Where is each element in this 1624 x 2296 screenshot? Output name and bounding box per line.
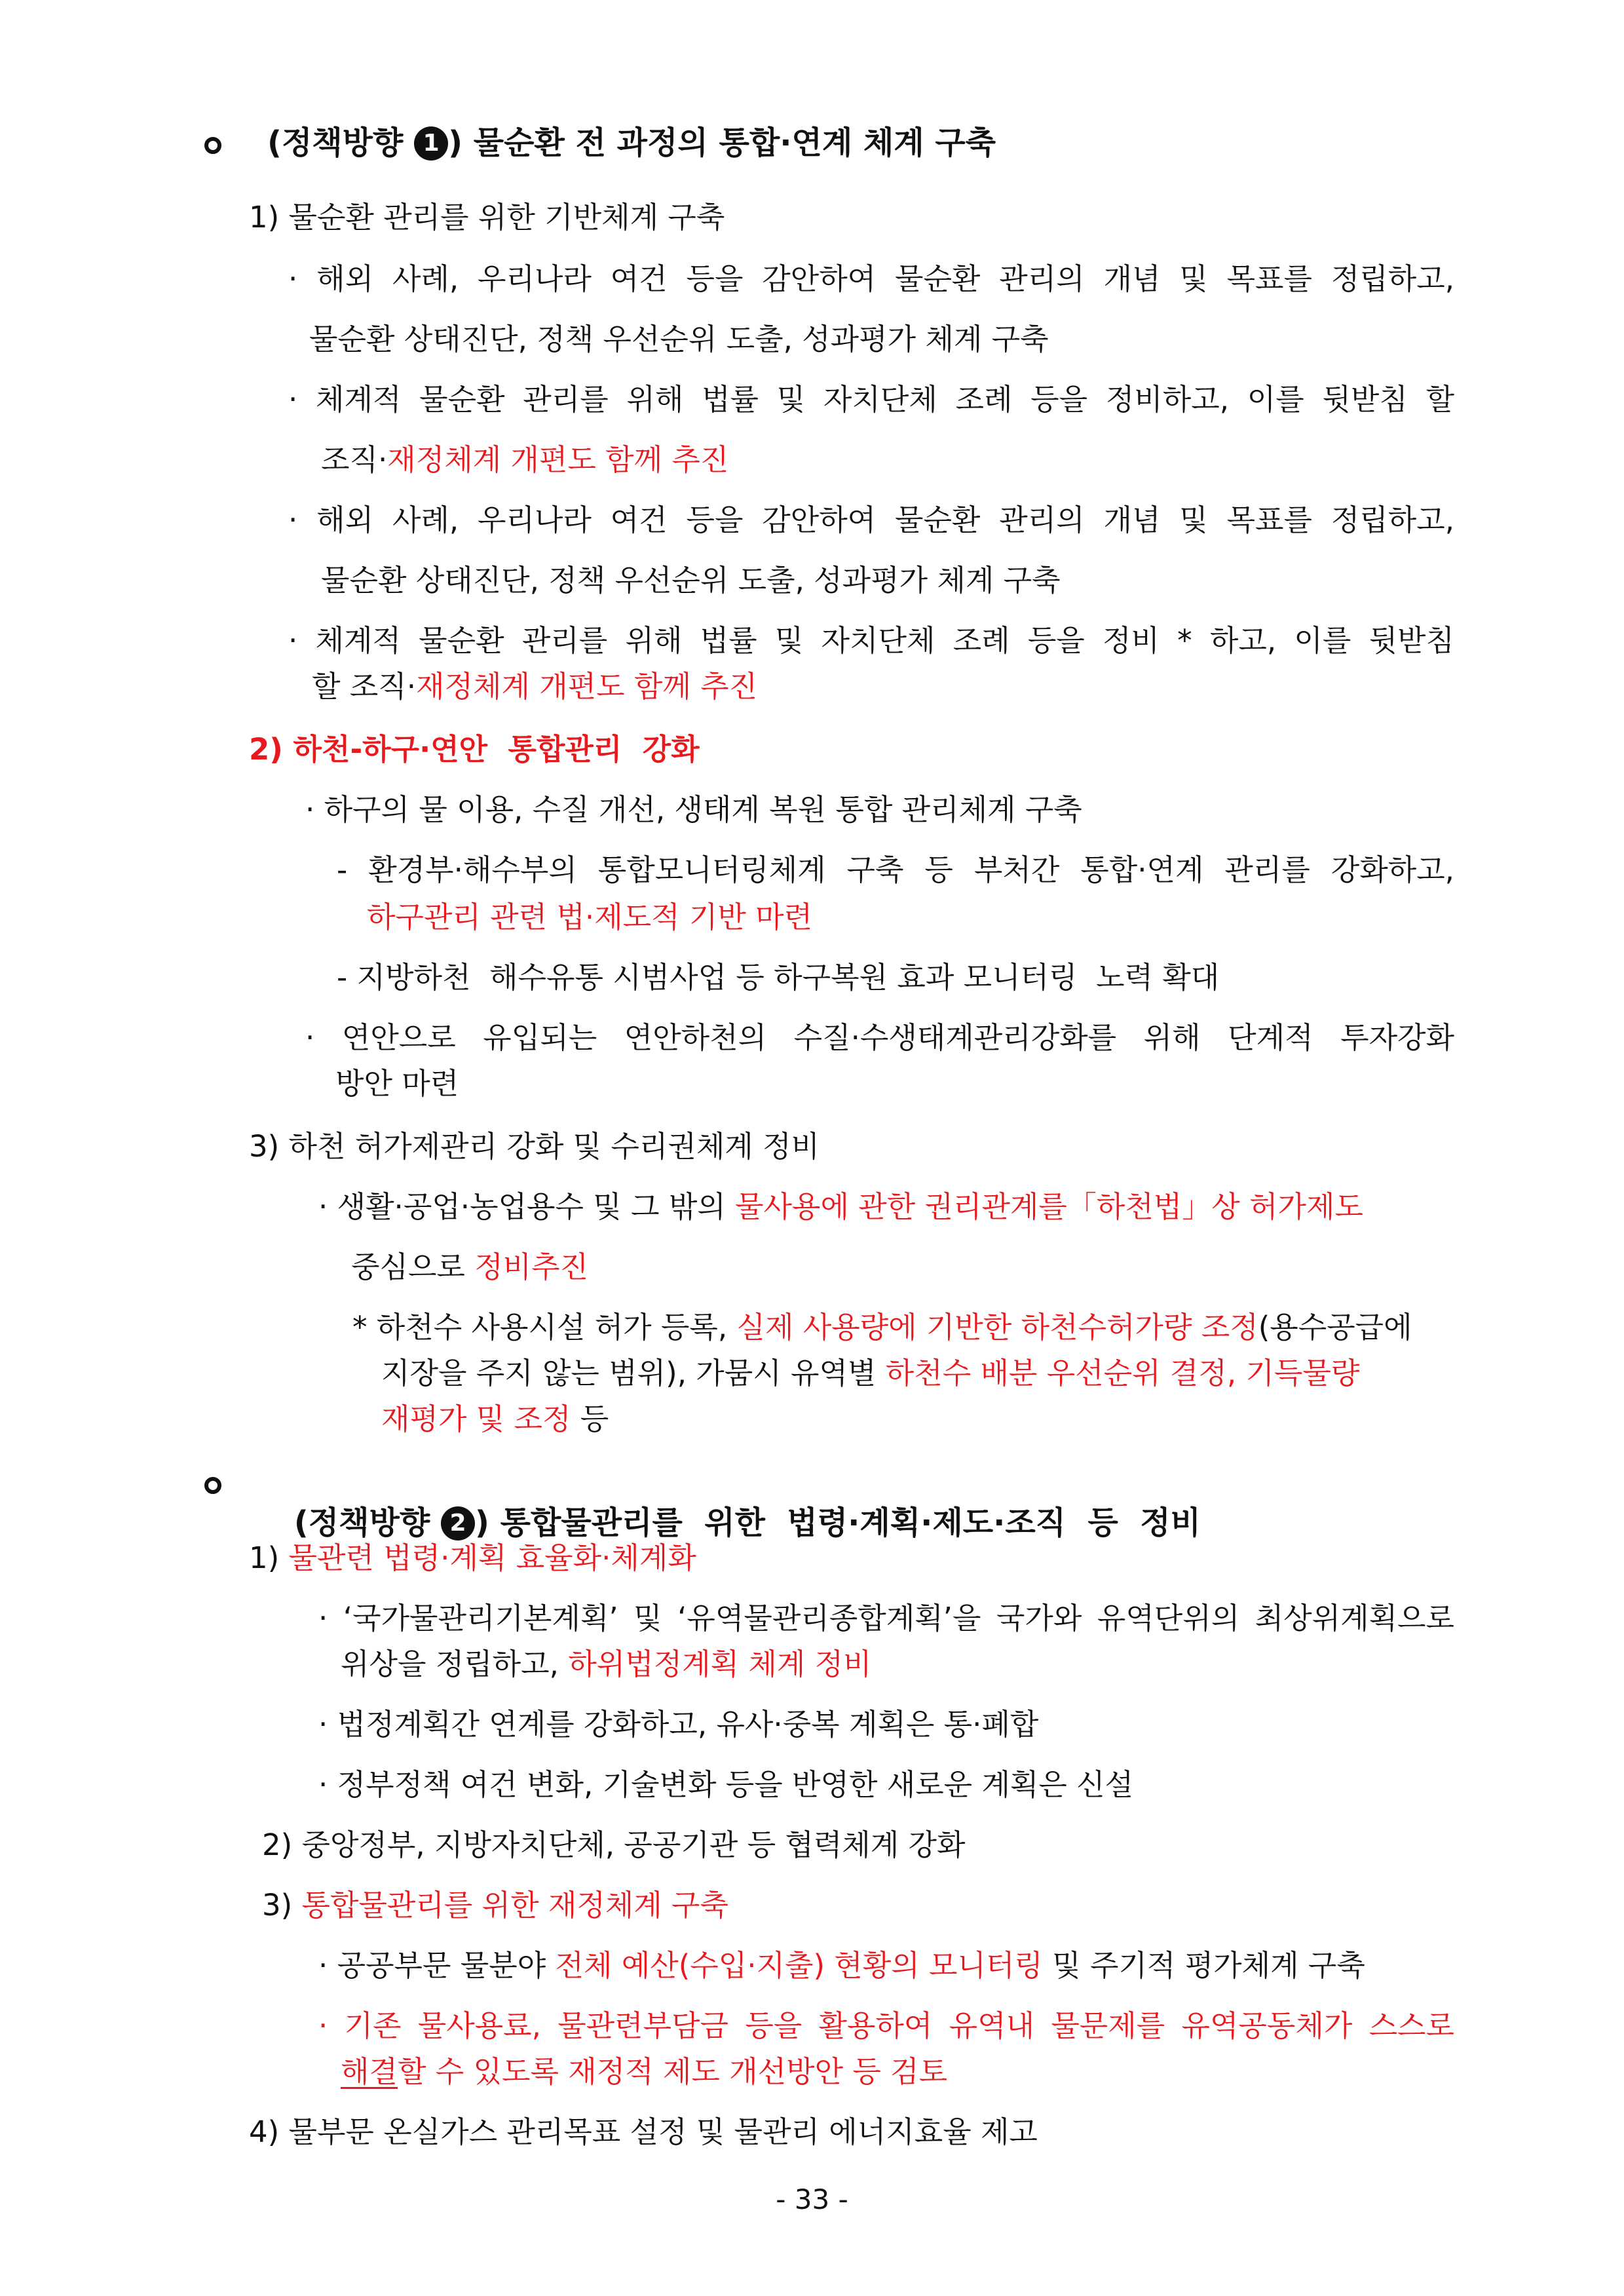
- s1-c1: · 하구의 물 이용, 수질 개선, 생태계 복원 통합 관리체계 구축: [305, 792, 1082, 827]
- s2-f1: · 공공부문 물분야 전체 예산(수입·지출) 현황의 모니터링 및 주기적 평가체계 구축: [318, 1948, 1365, 1983]
- section-bullet-circle-icon: [204, 137, 221, 154]
- s1-item2-title: 2) 하천-하구·연안 통합관리 강화: [249, 732, 700, 767]
- section2-heading-text: ) 통합물관리를 위한 법령·계획·제도·조직 등 정비: [474, 1504, 1201, 1541]
- s2-item3-title: 3) 통합물관리를 위한 재정체계 구축: [262, 1888, 728, 1923]
- s1-d2-highlight1: 실제 사용량에 기반한 하천수허가량 조정: [736, 1310, 1258, 1345]
- s2-e3: · 정부정책 여건 변화, 기술변화 등을 반영한 새로운 계획은 신설: [318, 1767, 1134, 1802]
- section2-badge: 2: [441, 1506, 475, 1540]
- s2-e1-line1: · ‘국가물관리기본계획’ 및 ‘유역물관리종합계획’을 국가와 유역단위의 최상위계획으로: [318, 1601, 1454, 1636]
- s1-c1a-line1: - 환경부·해수부의 통합모니터링체계 구축 등 부처간 통합·연계 관리를 강화하고,: [337, 852, 1454, 887]
- s1-c2-line2: 방안 마련: [335, 1066, 459, 1101]
- s1-d2-line3: 재평가 및 조정 등: [381, 1402, 609, 1436]
- s2-f2-line1: · 기존 물사용료, 물관련부담금 등을 활용하여 유역내 물문제를 유역공동체가 스스로: [318, 2008, 1454, 2043]
- section-bullet-circle-icon: [204, 1477, 221, 1494]
- s2-item1-title: 1) 물관련 법령·계획 효율화·체계화: [249, 1540, 696, 1575]
- s1-c1a-line2: 하구관리 관련 법·제도적 기반 마련: [367, 900, 813, 934]
- s1-d1-line1: · 생활·공업·농업용수 및 그 밖의 물사용에 관한 권리관계를「하천법」상 허가제도: [318, 1189, 1363, 1224]
- s1-d1-line2: 중심으로 정비추진: [351, 1250, 589, 1284]
- s1-d1-highlight: 물사용에 관한 권리관계를「하천법」상 허가제도: [735, 1189, 1363, 1224]
- s1-d1-highlight2: 정비추진: [474, 1250, 589, 1284]
- s1-d2-highlight3: 재평가 및 조정: [381, 1402, 571, 1436]
- s1-b2-line2: 조직·재정체계 개편도 함께 추진: [321, 442, 729, 477]
- section1-badge: 1: [414, 126, 448, 161]
- s2-f2-line2: 해결할 수 있도록 재정적 제도 개선방안 등 검토: [341, 2054, 948, 2089]
- s2-e1-highlight: 하위법정계획 체계 정비: [568, 1647, 872, 1681]
- s1-c1b: - 지방하천 해수유통 시범사업 등 하구복원 효과 모니터링 노력 확대: [337, 960, 1220, 995]
- s1-b2-highlight: 재정체계 개편도 함께 추진: [387, 442, 729, 477]
- s1-b3-line1: · 해외 사례, 우리나라 여건 등을 감안하여 물순환 관리의 개념 및 목표를 정립하고,: [288, 503, 1454, 537]
- s1-d2-line2: 지장을 주지 않는 범위), 가뭄시 유역별 하천수 배분 우선순위 결정, 기득물량: [381, 1356, 1360, 1390]
- s1-b4-line2: 할 조직·재정체계 개편도 함께 추진: [312, 669, 758, 704]
- s1-b4-highlight: 재정체계 개편도 함께 추진: [416, 669, 758, 704]
- section1-heading: [267, 123, 996, 163]
- s1-item1-title: 1) 물순환 관리를 위한 기반체계 구축: [249, 200, 725, 235]
- section2-heading-prefix: (정책방향: [293, 1504, 441, 1541]
- s2-item2-title: 2) 중앙정부, 지방자치단체, 공공기관 등 협력체계 강화: [262, 1827, 966, 1862]
- section1-heading-prefix: (정책방향: [267, 124, 415, 161]
- s1-d2-highlight2: 하천수 배분 우선순위 결정, 기득물량: [885, 1356, 1360, 1390]
- s2-f2-underlined: 해결: [341, 2054, 398, 2089]
- s2-item4-title: 4) 물부문 온실가스 관리목표 설정 및 물관리 에너지효율 제고: [249, 2114, 1038, 2149]
- s1-b1-line2: 물순환 상태진단, 정책 우선순위 도출, 성과평가 체계 구축: [309, 322, 1049, 356]
- s1-b1-line1: · 해외 사례, 우리나라 여건 등을 감안하여 물순환 관리의 개념 및 목표를 정립하고,: [288, 261, 1454, 296]
- page-number: - 33 -: [776, 2183, 848, 2215]
- s1-d2-line1: * 하천수 사용시설 허가 등록, 실제 사용량에 기반한 하천수허가량 조정(용수공급에: [352, 1310, 1412, 1345]
- s1-b4-line1: · 체계적 물순환 관리를 위해 법률 및 자치단체 조례 등을 정비 * 하고, 이를 뒷받침: [288, 623, 1454, 658]
- s1-item3-title: 3) 하천 허가제관리 강화 및 수리권체계 정비: [249, 1129, 820, 1164]
- s1-b2-line1: · 체계적 물순환 관리를 위해 법률 및 자치단체 조례 등을 정비하고, 이를 뒷받침 할: [288, 382, 1454, 417]
- s1-c2-line1: · 연안으로 유입되는 연안하천의 수질·수생태계관리강화를 위해 단계적 투자강화: [305, 1020, 1454, 1055]
- s1-b3-line2: 물순환 상태진단, 정책 우선순위 도출, 성과평가 체계 구축: [321, 563, 1061, 598]
- s2-f1-highlight: 전체 예산(수입·지출) 현황의 모니터링: [555, 1948, 1043, 1983]
- s2-e1-line2: 위상을 정립하고, 하위법정계획 체계 정비: [341, 1647, 872, 1681]
- s2-e2: · 법정계획간 연계를 강화하고, 유사·중복 계획은 통·폐합: [318, 1707, 1039, 1742]
- section1-heading-text: ) 물순환 전 과정의 통합·연계 체계 구축: [448, 124, 996, 161]
